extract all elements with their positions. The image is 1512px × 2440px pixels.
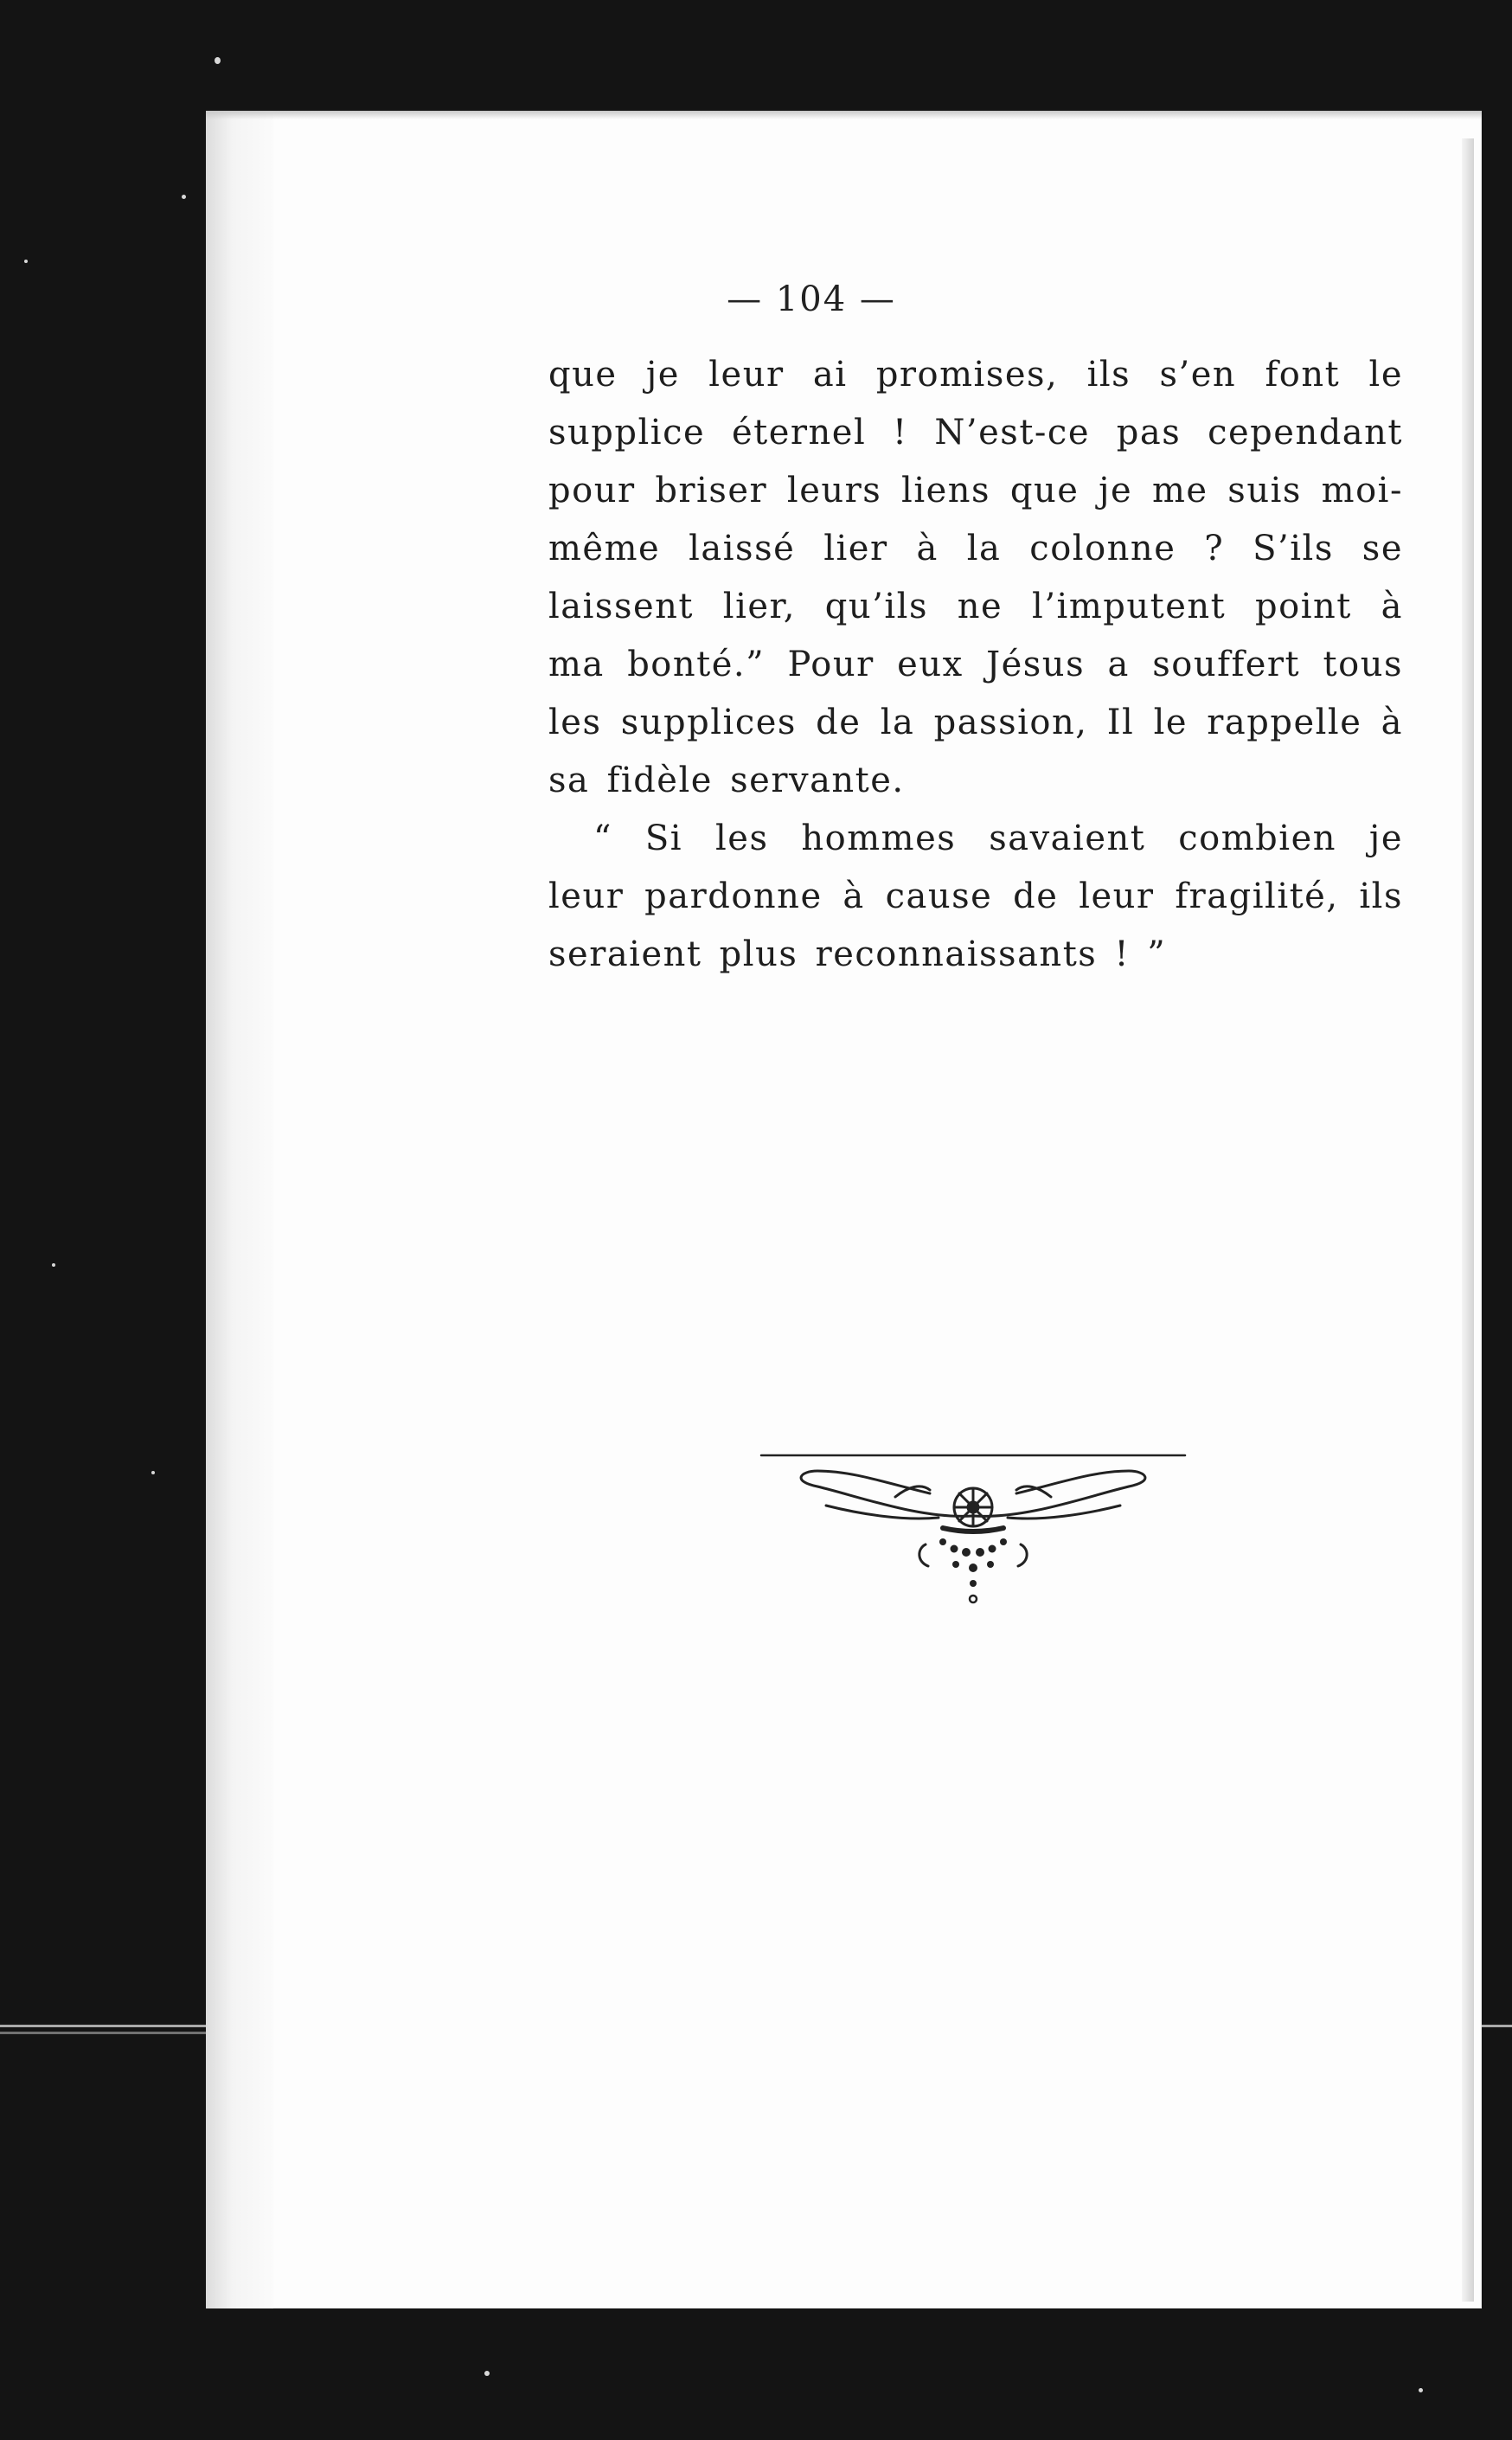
dust-speck bbox=[1419, 2388, 1423, 2392]
dust-speck bbox=[24, 260, 28, 263]
body-text bbox=[548, 346, 1403, 984]
page-number: — 104 — bbox=[727, 279, 896, 319]
dust-speck bbox=[151, 1471, 155, 1474]
dust-speck bbox=[52, 1263, 55, 1267]
page-top-shadow bbox=[206, 111, 1482, 119]
page-fore-edge bbox=[1462, 138, 1474, 2302]
dust-speck bbox=[182, 195, 186, 199]
page-gutter-edge bbox=[206, 111, 273, 2308]
tailpiece-ornament-icon bbox=[757, 1445, 1189, 1618]
dust-speck bbox=[484, 2371, 490, 2376]
paragraph: que je leur ai promises, ils s’en font le supplice éternel ! N’est-ce pas cependant pour briser leurs liens que je me suis moi-même laissé lier à la colonne ? S’ils se laissent lier, qu’ils ne l’imputent point à ma bonté.” Pour eux Jésus a souffert tous les supplices de la passion, Il le rappelle à sa fidèle servante. bbox=[548, 355, 1403, 800]
dust-speck bbox=[215, 57, 221, 64]
paragraph: “ Si les hommes savaient combien je leur pardonne à cause de leur fragilité, ils seraient plus reconnaissants ! ” bbox=[548, 819, 1403, 974]
